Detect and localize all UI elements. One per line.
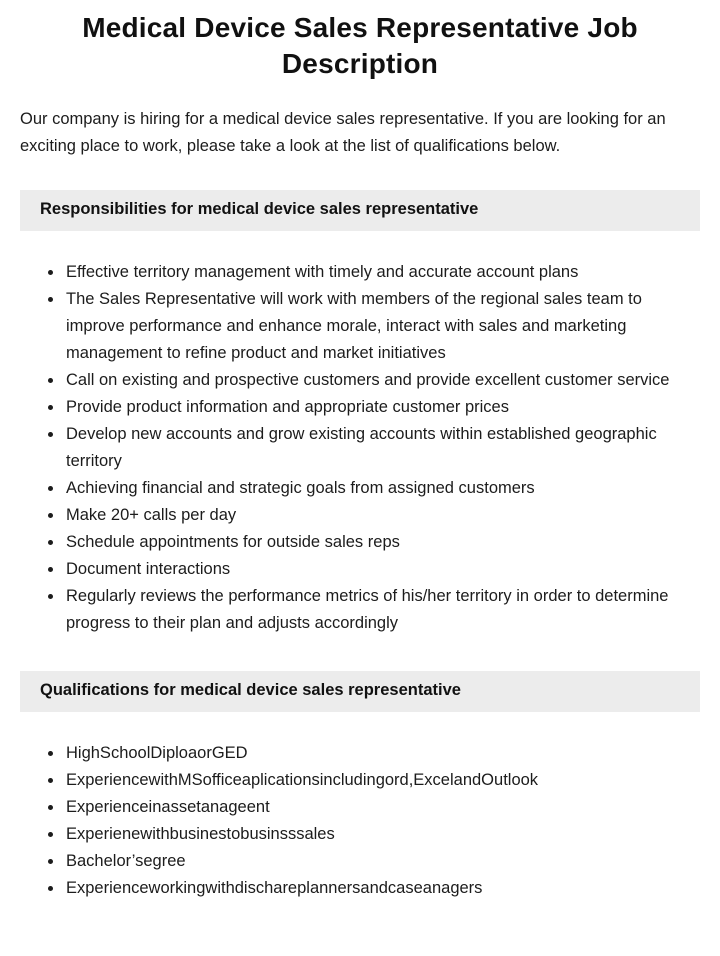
intro-paragraph: Our company is hiring for a medical device sales representative. If you are looking for an exciting place to work, please take a look at the list of qualifications below.: [20, 109, 666, 155]
list-item: • Effective territory management with timely and accurate account plans: [64, 259, 700, 286]
qualifications-list: [20, 740, 700, 902]
list-item: • Develop new accounts and grow existing accounts within established geographic territory: [64, 421, 700, 475]
list-item: • Schedule appointments for outside sales reps: [64, 529, 700, 556]
list-item: • Make 20+ calls per day: [64, 502, 700, 529]
list-item: • Experienewithbusinestobusinsssales: [64, 821, 700, 848]
section-heading-qualifications: Qualifications for medical device sales representative: [20, 671, 700, 711]
section-heading-responsibilities: Responsibilities for medical device sales representative: [20, 190, 700, 230]
list-item: • Experienceworkingwithdischareplannersandcaseanagers: [64, 875, 700, 902]
list-item: • Achieving financial and strategic goals from assigned customers: [64, 475, 700, 502]
list-item: • Call on existing and prospective customers and provide excellent customer service: [64, 367, 700, 394]
list-item: • Provide product information and appropriate customer prices: [64, 394, 700, 421]
list-item: • The Sales Representative will work with members of the regional sales team to improve performance and enhance morale, interact with sales and marketing management to refine product and market initiatives: [64, 286, 700, 367]
list-item: • Bachelor’segree: [64, 848, 700, 875]
list-item: • Document interactions: [64, 556, 700, 583]
list-item: • ExperiencewithMSofficeaplicationsincludingord,ExcelandOutlook: [64, 767, 700, 794]
list-item: • Regularly reviews the performance metrics of his/her territory in order to determine progress to their plan and adjusts accordingly: [64, 583, 700, 637]
list-item: • Experienceinassetanageent: [64, 794, 700, 821]
list-item: • HighSchoolDiploaorGED: [64, 740, 700, 767]
page-title: Medical Device Sales Representative Job Description: [82, 12, 638, 79]
responsibilities-list: [20, 259, 700, 638]
